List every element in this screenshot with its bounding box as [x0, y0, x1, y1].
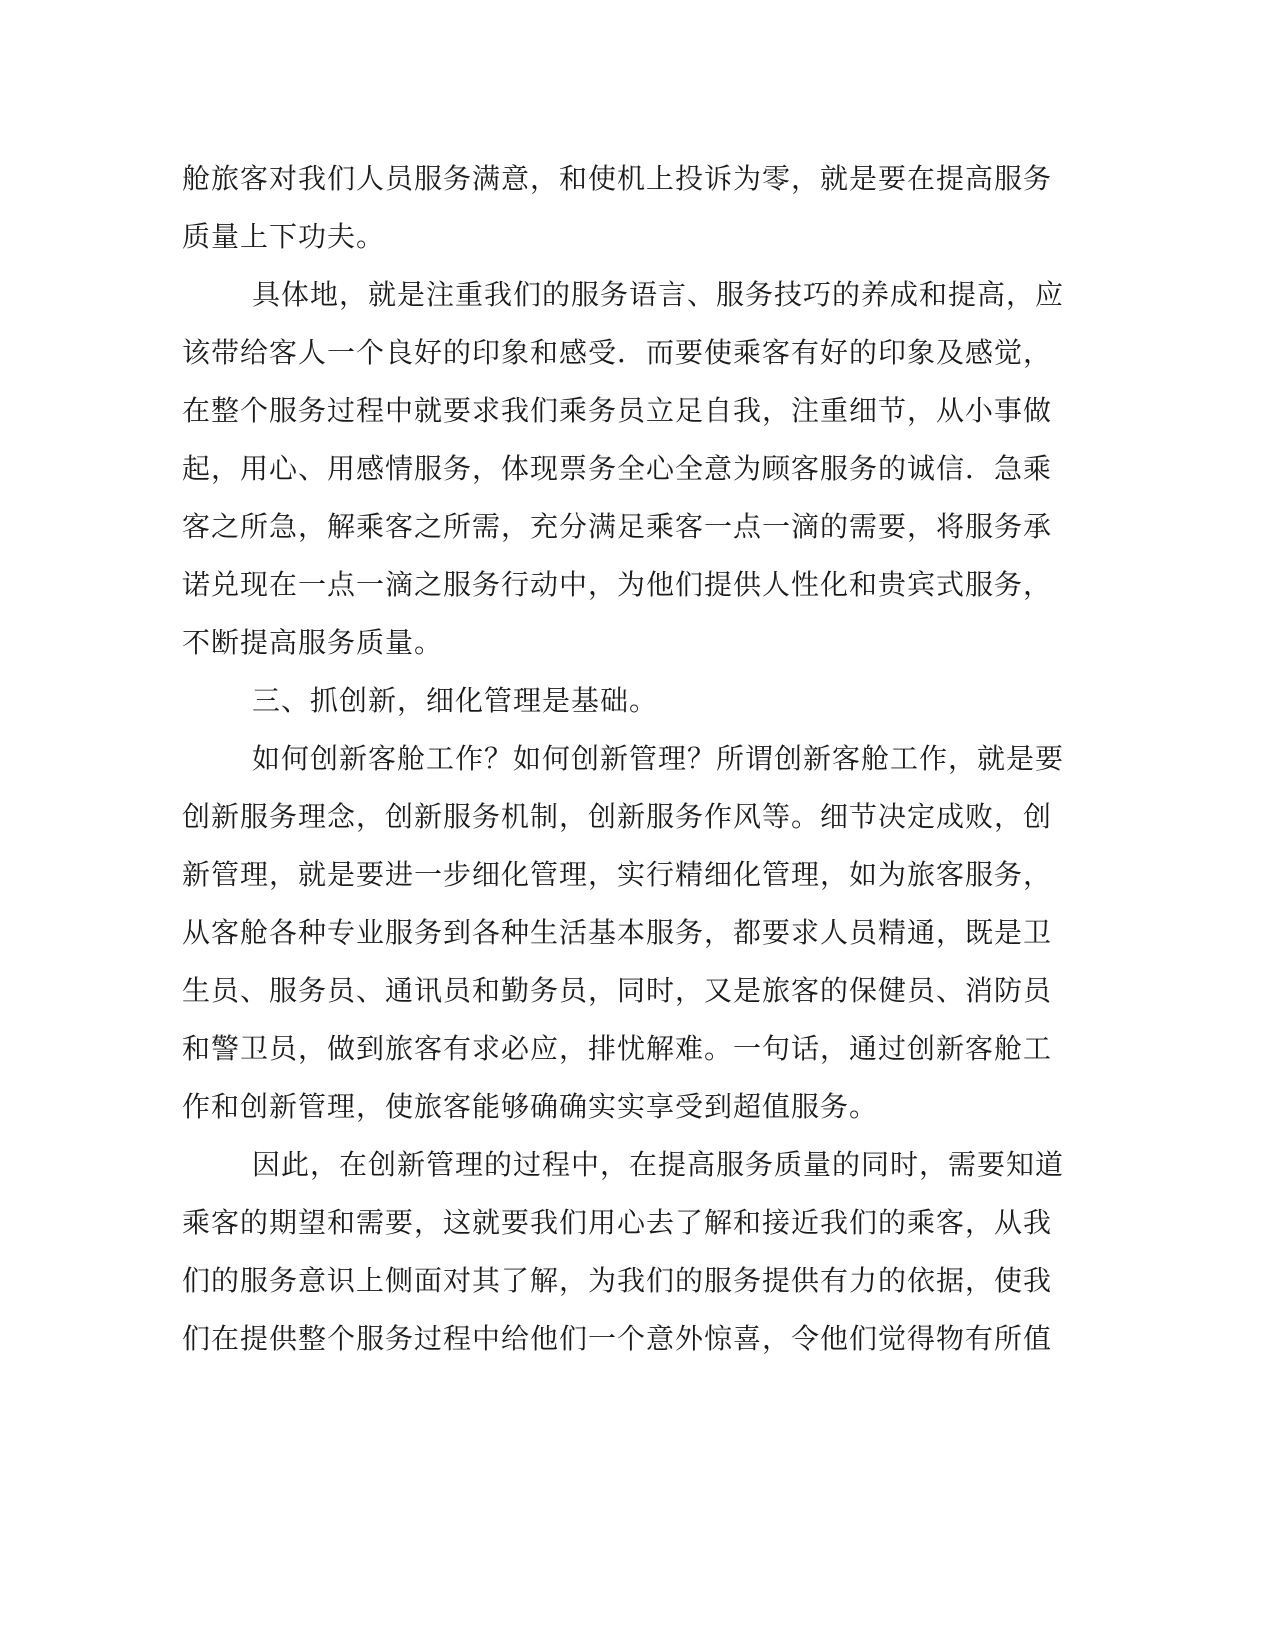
text-line: 舱旅客对我们人员服务满意，和使机上投诉为零，就是要在提高服务: [182, 162, 1053, 195]
text-line: 乘客的期望和需要，这就要我们用心去了解和接近我们的乘客，从我: [182, 1206, 1053, 1239]
text-line: 起，用心、用感情服务，体现票务全心全意为顾客服务的诚信．急乘: [182, 452, 1053, 485]
text-line: 不断提高服务质量。: [182, 626, 444, 659]
text-line: 诺兑现在一点一滴之服务行动中，为他们提供人性化和贵宾式服务，: [182, 568, 1053, 601]
text-line: 在整个服务过程中就要求我们乘务员立足自我，注重细节，从小事做: [182, 394, 1053, 427]
text-line: 该带给客人一个良好的印象和感受．而要使乘客有好的印象及感觉，: [182, 336, 1053, 369]
text-line: 新管理，就是要进一步细化管理，实行精细化管理，如为旅客服务，: [182, 858, 1053, 891]
text-line: 和警卫员，做到旅客有求必应，排忧解难。一句话，通过创新客舱工: [182, 1032, 1053, 1065]
text-line: 质量上下功夫。: [182, 220, 386, 253]
text-line: 们在提供整个服务过程中给他们一个意外惊喜，令他们觉得物有所值: [182, 1322, 1053, 1355]
text-line: 具体地，就是注重我们的服务语言、服务技巧的养成和提高，应: [252, 278, 1065, 311]
text-line: 从客舱各种专业服务到各种生活基本服务，都要求人员精通，既是卫: [182, 916, 1053, 949]
document-body: [182, 150, 1065, 1368]
text-line: 客之所急，解乘客之所需，充分满足乘客一点一滴的需要，将服务承: [182, 510, 1053, 543]
text-line: 创新服务理念，创新服务机制，创新服务作风等。细节决定成败，创: [182, 800, 1053, 833]
text-line: 三、抓创新，细化管理是基础。: [252, 684, 659, 717]
text-line: 们的服务意识上侧面对其了解，为我们的服务提供有力的依据，使我: [182, 1264, 1053, 1297]
text-line: 生员、服务员、通讯员和勤务员，同时，又是旅客的保健员、消防员: [182, 974, 1053, 1007]
text-line: 作和创新管理，使旅客能够确确实实享受到超值服务。: [182, 1090, 879, 1123]
text-line: 如何创新客舱工作？如何创新管理？所谓创新客舱工作，就是要: [252, 742, 1065, 775]
text-line: 因此，在创新管理的过程中，在提高服务质量的同时，需要知道: [252, 1148, 1065, 1181]
